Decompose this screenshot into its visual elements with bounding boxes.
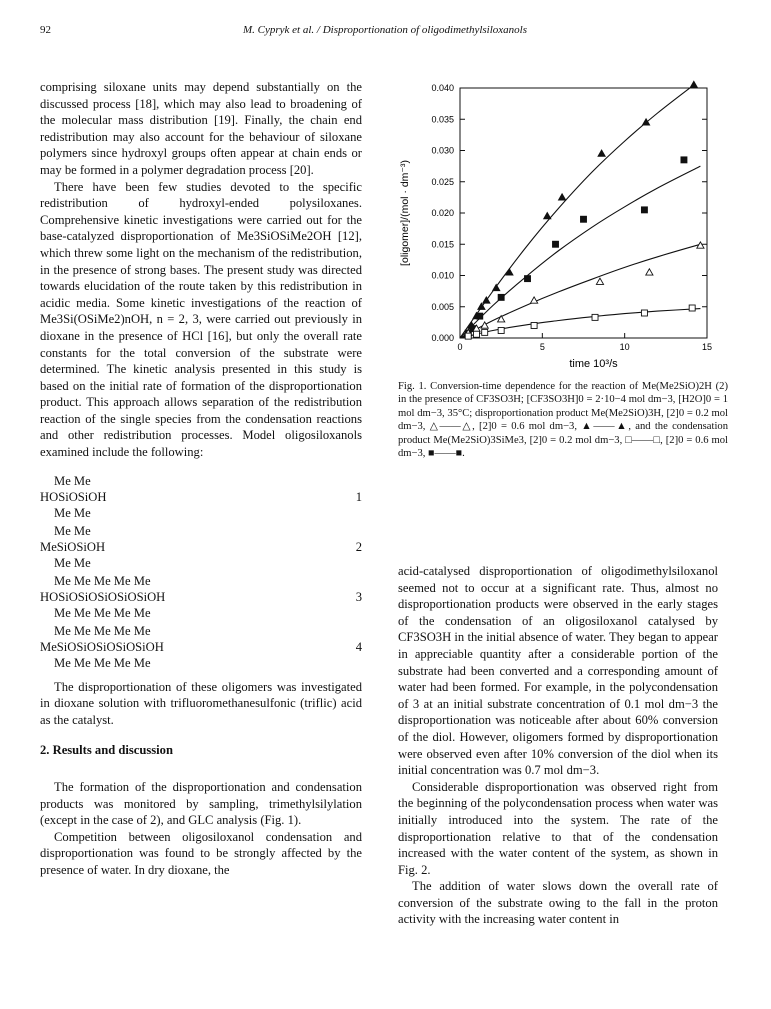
formula-main: HOSiOSiOH bbox=[40, 489, 107, 504]
data-point bbox=[498, 294, 504, 300]
paragraph: acid-catalysed disproportionation of oligodimethylsiloxanol seemed not to occur at a significant rate. Thus, almost no disproportionation products were observed in the early stages of the condensation of an oligosiloxanol catalysed by CF3SO3H in the initial absence of water. They began to appear in appreciable quantity after a considerable portion of the substrate had been converted and a corresponding amount of water had been formed. For example, in the polycondensation of 3 at an initial substrate concentration of 0.1 mol dm−3 the disproportionation was noticeable after about 60% conversion of the diol. However, oligomers formed by disproportionation were observed even after 10% conversion of the diol when its initial concentration was 0.7 mol dm−3. bbox=[398, 564, 718, 778]
x-axis-label: time 10³/s bbox=[569, 358, 618, 370]
series-line bbox=[460, 85, 694, 338]
section-heading: 2. Results and discussion bbox=[40, 743, 173, 758]
figure-caption: Fig. 1. Conversion-time dependence for the reaction of Me(Me2SiO)2H (2) in the presence of CF3SO3H; [CF3SO3H]0 = 2·10−4 mol dm−3, [H2O]0 = 1 mol dm−3, 35°C; disproportionation product Me(Me2SiO)3H, [2]0 = 0.2 mol dm−3, △——△, [2]0 = 0.6 mol dm−3, ▲——▲, and the condensation product Me(Me2SiO)3SiMe3, [2]0 = 0.2 mol dm−3, □——□, [2]0 = 0.6 mol dm−3, ■——■. bbox=[398, 381, 728, 460]
data-point bbox=[689, 305, 695, 311]
paragraph: comprising siloxane units may depend substantially on the discussed process [18], which may also lead to broadening of the molecular mass distribution [19]. Finally, the chain end redistribution may also account for the behaviour of siloxane polymers since hydroxyl groups often appear at chain ends or may be formed in a polymer degradation process [20]. bbox=[40, 80, 362, 177]
paragraph: The disproportionation of these oligomers was investigated in dioxane solution with trifluoromethanesulfonic (triflic) acid as the catalyst. bbox=[40, 679, 362, 727]
running-header bbox=[40, 24, 730, 42]
formula-main: HOSiOSiOSiOSiOSiOH bbox=[40, 589, 166, 604]
y-tick-label: 0.005 bbox=[431, 301, 454, 312]
data-point bbox=[498, 316, 505, 322]
data-point bbox=[681, 157, 687, 163]
data-point bbox=[498, 328, 504, 334]
x-tick-label: 0 bbox=[457, 342, 463, 352]
formula-list bbox=[40, 473, 362, 673]
running-title: M. Cypryk et al. / Disproportionation of oligodimethylsiloxanols bbox=[242, 24, 528, 36]
y-tick-label: 0.030 bbox=[431, 145, 454, 156]
data-point bbox=[641, 207, 647, 213]
data-point bbox=[473, 331, 479, 337]
formula-bottom: Me Me Me Me Me bbox=[54, 655, 151, 670]
data-point bbox=[598, 150, 605, 156]
data-point bbox=[531, 323, 537, 329]
paragraph: There have been few studies devoted to the specific redistribution of hydroxyl-ended polysiloxanes. Comprehensive kinetic investigations were carried out for the base-catalyzed disproportionation of Me3SiOSiMe2OH [12], which threw some light on the mechanism of the redistribution, in the presence of strong bases. The present study was directed towards elucidation of the route taken by this redistribution in acidic media. Some kinetic investigations of the reaction of Me3Si(OSiMe2)nOH, n = 2, 3, were carried out previously in dioxane in the presence of HCl [16], but only the overall rate constants for the total conversion of the substrate were determined. The kinetic analysis presented in this study is based on the initial rate of formation of the disproportionation product. This approach allows separation of the redistribution reaction of the single species from the condensation reactions and other redistribution processes. Model oligosiloxanols examined include the following: bbox=[40, 179, 362, 460]
data-point bbox=[544, 213, 551, 219]
data-point bbox=[596, 278, 603, 284]
y-tick-label: 0.035 bbox=[431, 114, 454, 125]
formula-number: 2 bbox=[355, 539, 362, 554]
data-point bbox=[482, 329, 488, 335]
y-tick-label: 0.025 bbox=[431, 176, 454, 187]
formula-number: 4 bbox=[355, 639, 362, 654]
formula-top: Me Me bbox=[54, 473, 91, 488]
formula-number: 3 bbox=[355, 589, 362, 604]
data-point bbox=[531, 297, 538, 303]
formula-2 bbox=[40, 523, 362, 573]
paragraph: The addition of water slows down the overall rate of conversion of the substrate owing to the fall in the proton activity with the increasing water content in bbox=[398, 879, 718, 927]
paragraph: Competition between oligosiloxanol condensation and disproportionation was found to be strongly affected by the presence of water. In dry dioxane, the bbox=[40, 829, 362, 877]
data-point bbox=[465, 333, 471, 339]
formula-top: Me Me bbox=[54, 523, 91, 538]
y-tick-label: 0.020 bbox=[431, 208, 454, 218]
formula-4 bbox=[40, 623, 362, 673]
x-tick-label: 15 bbox=[701, 342, 713, 352]
data-point bbox=[553, 241, 559, 247]
formula-main: MeSiOSiOSiOSiOSiOH bbox=[40, 639, 164, 654]
series-line bbox=[460, 309, 700, 338]
plot-frame bbox=[460, 88, 707, 338]
formula-bottom: Me Me Me Me Me bbox=[54, 605, 151, 620]
formula-top: Me Me Me Me Me bbox=[54, 573, 151, 588]
data-point bbox=[690, 81, 697, 87]
data-point bbox=[641, 310, 647, 316]
y-axis-label: [oligomer]/(mol · dm⁻³) bbox=[399, 160, 411, 266]
x-tick-label: 5 bbox=[539, 342, 545, 352]
data-point bbox=[477, 313, 483, 319]
series-line bbox=[460, 166, 700, 338]
data-point bbox=[646, 269, 653, 275]
data-point bbox=[493, 284, 500, 290]
data-point bbox=[483, 297, 490, 303]
y-tick-label: 0.000 bbox=[431, 333, 454, 343]
data-point bbox=[581, 216, 587, 222]
paragraph: Considerable disproportionation was observed right from the beginning of the polycondensation process when water was initially introduced into the system. The rate of the disproportionation relative to that of the condensation increased with the water content of the system, as shown in Fig. 2. bbox=[398, 779, 718, 877]
page-number: 92 bbox=[40, 24, 51, 36]
formula-top: Me Me Me Me Me bbox=[54, 623, 151, 638]
formula-number: 1 bbox=[355, 489, 362, 504]
y-tick-label: 0.015 bbox=[431, 239, 454, 250]
data-point bbox=[558, 194, 565, 200]
formula-1 bbox=[40, 473, 362, 523]
paragraph: The formation of the disproportionation and condensation products was monitored by sampling, trimethylsilylation (except in the case of 2), and GLC analysis (Fig. 1). bbox=[40, 780, 362, 828]
x-tick-label: 10 bbox=[619, 342, 630, 352]
figure-1-chart bbox=[398, 76, 728, 376]
formula-3 bbox=[40, 573, 362, 623]
y-tick-label: 0.010 bbox=[431, 270, 454, 281]
formula-bottom: Me Me bbox=[54, 505, 91, 520]
formula-main: MeSiOSiOH bbox=[40, 539, 106, 554]
y-tick-label: 0.040 bbox=[431, 83, 454, 93]
left-column bbox=[40, 79, 362, 879]
formula-bottom: Me Me bbox=[54, 555, 91, 570]
data-point bbox=[592, 314, 598, 320]
data-point bbox=[525, 276, 531, 282]
right-column bbox=[398, 563, 718, 928]
